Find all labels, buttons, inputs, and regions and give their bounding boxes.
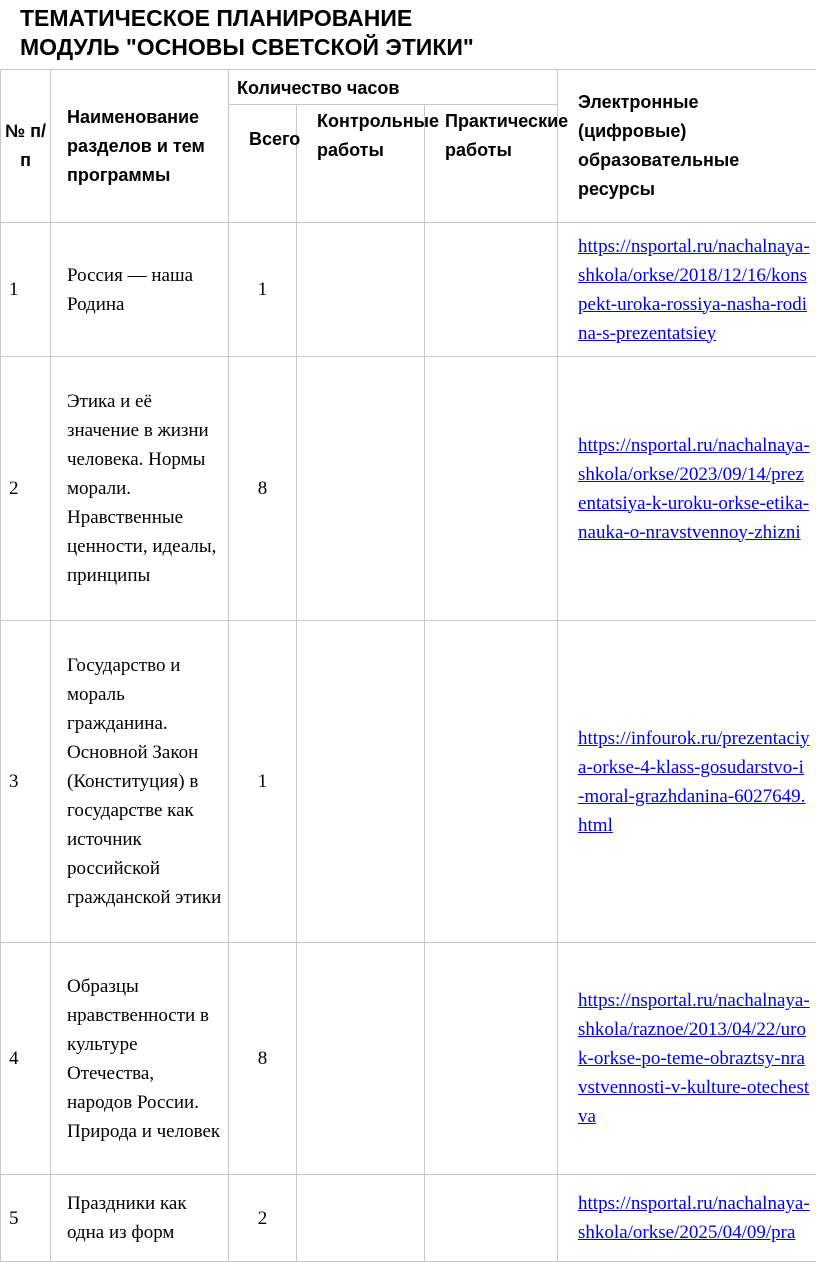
row-resource-cell bbox=[558, 223, 816, 357]
row-control-works bbox=[297, 621, 425, 943]
header-practical-works: Практические работы bbox=[425, 105, 558, 223]
row-resource-cell bbox=[558, 621, 816, 943]
resource-link[interactable]: https://nsportal.ru/nachalnaya-shkola/raznoe/2013/04/22/urok-orkse-po-teme-obraztsy-nravstvennosti-v-kulture-otechestva bbox=[578, 990, 810, 1127]
row-control-works bbox=[297, 223, 425, 357]
table-row bbox=[1, 357, 816, 621]
header-section-name: Наименование разделов и тем программы bbox=[51, 70, 229, 223]
table-row bbox=[1, 621, 816, 943]
resource-link[interactable]: https://nsportal.ru/nachalnaya-shkola/orkse/2023/09/14/prezentatsiya-k-uroku-orkse-etika-nauka-o-nravstvennoy-zhizni bbox=[578, 435, 810, 543]
row-total-hours: 2 bbox=[229, 1175, 297, 1262]
row-section-name: Этика и её значение в жизни человека. Нормы морали. Нравственные ценности, идеалы, принципы bbox=[51, 357, 229, 621]
row-total-hours: 8 bbox=[229, 943, 297, 1175]
row-number: 5 bbox=[1, 1175, 51, 1262]
title-line-1: ТЕМАТИЧЕСКОЕ ПЛАНИРОВАНИЕ bbox=[20, 4, 474, 33]
row-total-hours: 1 bbox=[229, 223, 297, 357]
row-number: 3 bbox=[1, 621, 51, 943]
row-section-name: Россия — наша Родина bbox=[51, 223, 229, 357]
row-number: 2 bbox=[1, 357, 51, 621]
planning-table bbox=[0, 69, 816, 1262]
table-row bbox=[1, 1175, 816, 1262]
row-practical-works bbox=[425, 943, 558, 1175]
row-practical-works bbox=[425, 621, 558, 943]
row-number: 4 bbox=[1, 943, 51, 1175]
row-practical-works bbox=[425, 357, 558, 621]
row-resource-cell bbox=[558, 357, 816, 621]
row-control-works bbox=[297, 943, 425, 1175]
header-hours: Количество часов bbox=[229, 70, 558, 105]
title-line-2: МОДУЛЬ "ОСНОВЫ СВЕТСКОЙ ЭТИКИ" bbox=[20, 33, 474, 62]
row-section-name: Государство и мораль гражданина. Основной Закон (Конституция) в государстве как источник российской гражданской этики bbox=[51, 621, 229, 943]
row-practical-works bbox=[425, 223, 558, 357]
row-resource-cell bbox=[558, 1175, 816, 1262]
resource-link[interactable]: https://infourok.ru/prezentaciya-orkse-4-klass-gosudarstvo-i-moral-grazhdanina-6027649.html bbox=[578, 728, 810, 836]
row-resource-cell bbox=[558, 943, 816, 1175]
resource-link[interactable]: https://nsportal.ru/nachalnaya-shkola/orkse/2018/12/16/konspekt-uroka-rossiya-nasha-rodina-s-prezentatsiey bbox=[578, 236, 810, 344]
header-control-works: Контрольные работы bbox=[297, 105, 425, 223]
row-control-works bbox=[297, 1175, 425, 1262]
table-row bbox=[1, 943, 816, 1175]
row-number: 1 bbox=[1, 223, 51, 357]
header-total: Всего bbox=[229, 105, 297, 223]
row-practical-works bbox=[425, 1175, 558, 1262]
table-row bbox=[1, 223, 816, 357]
row-section-name: Праздники как одна из форм bbox=[51, 1175, 229, 1262]
resource-link[interactable]: https://nsportal.ru/nachalnaya-shkola/orkse/2025/04/09/pra bbox=[578, 1193, 810, 1243]
header-resources: Электронные (цифровые) образовательные ресурсы bbox=[558, 70, 816, 223]
row-total-hours: 8 bbox=[229, 357, 297, 621]
document-title bbox=[20, 4, 474, 62]
row-section-name: Образцы нравственности в культуре Отечества, народов России. Природа и человек bbox=[51, 943, 229, 1175]
header-number: № п/п bbox=[1, 70, 51, 223]
row-total-hours: 1 bbox=[229, 621, 297, 943]
row-control-works bbox=[297, 357, 425, 621]
